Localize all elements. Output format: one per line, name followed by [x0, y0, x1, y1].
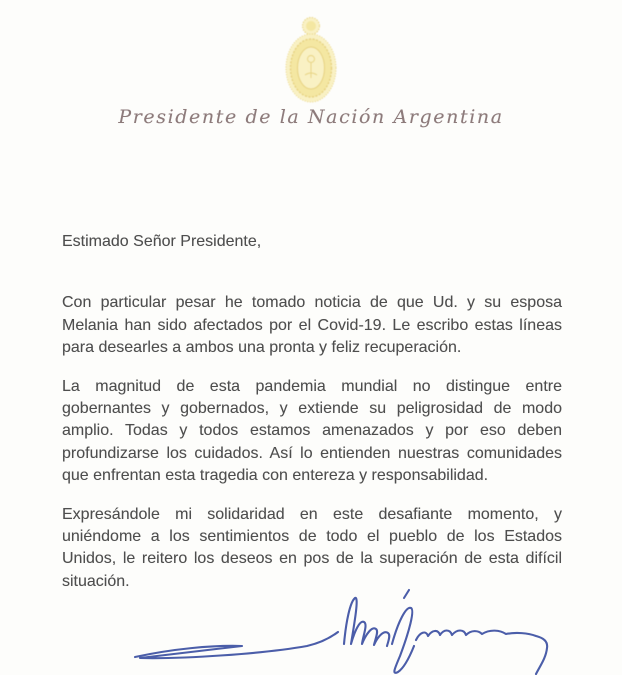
paragraph-2: La magnitud de esta pandemia mundial no distingue entre gobernantes y gobernados, y extiende su peligrosidad de modo amplio. Todas y todos estamos amenazados y por eso deben profundizarse los cuidados. Así lo entienden nuestras comunidades que enfrentan esta tragedia con entereza y responsabilidad. — [62, 377, 562, 485]
signature — [92, 586, 562, 675]
salutation: Estimado Señor Presidente, — [62, 233, 262, 250]
argentina-seal-icon — [275, 12, 347, 111]
paragraph-1: Con particular pesar he tomado noticia de que Ud. y su esposa Melania han sido afectados por el Covid-19. Le escribo estas líneas para desearles a ambos una pronta y feliz recuperación. — [62, 294, 562, 357]
paragraph-3: Expresándole mi solidaridad en este desafiante momento, y uniéndome a los sentimientos de todo el pueblo de los Estados Unidos, le reitero los deseos en pos de la superación de esta difícil situación. — [62, 505, 562, 590]
letter-body — [62, 231, 562, 609]
letterhead-title: Presidente de la Nación Argentina — [118, 106, 504, 128]
